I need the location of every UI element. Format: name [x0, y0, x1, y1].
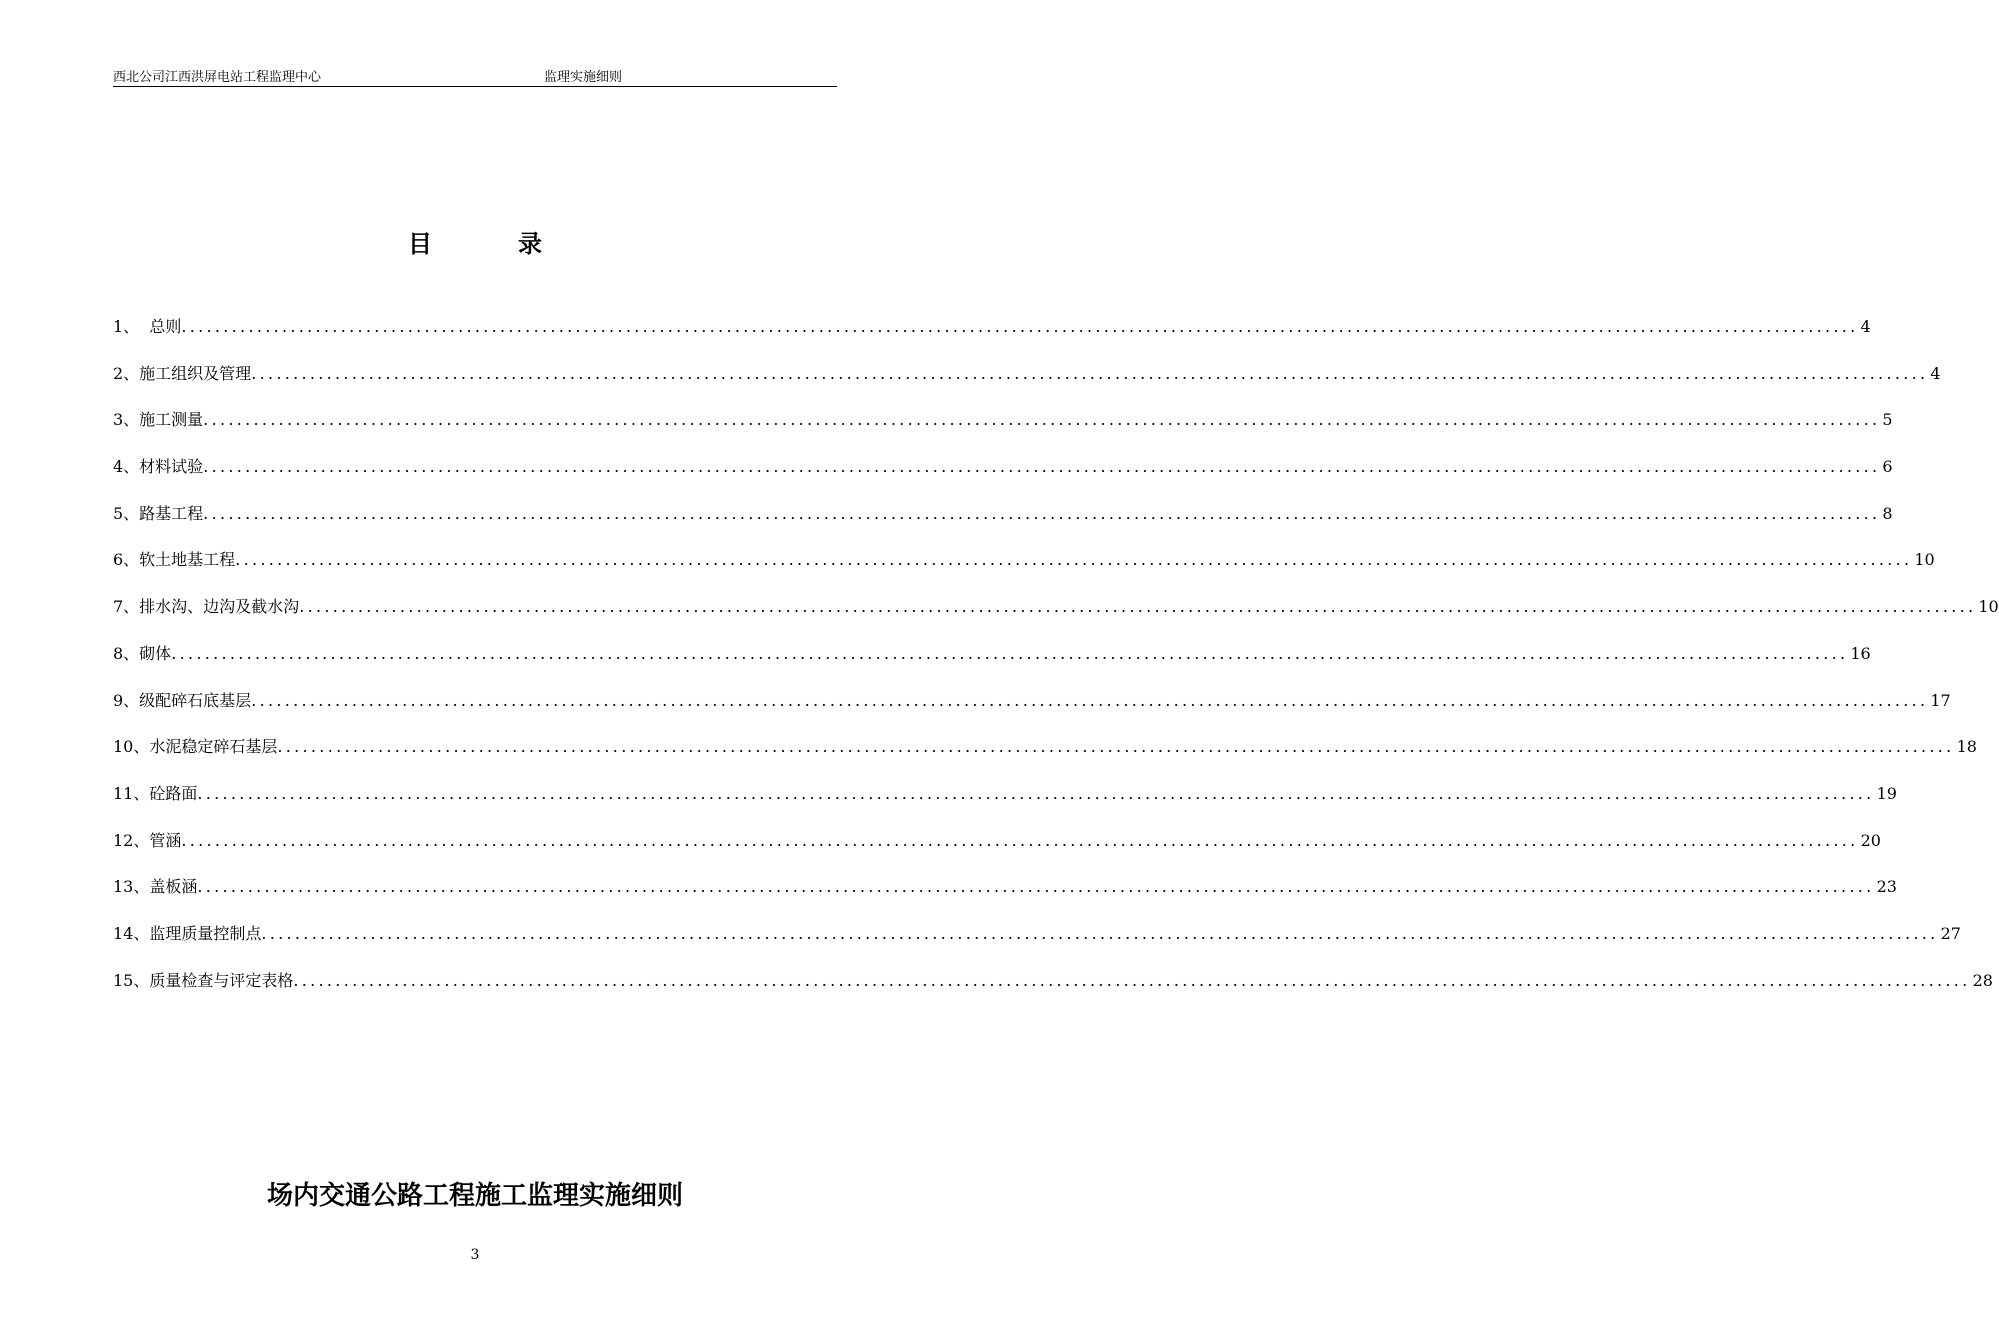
toc-leader-dots: ........................................................................................................................................................................................................ — [261, 923, 1939, 943]
toc-entry-label: 5、路基工程 — [113, 503, 204, 523]
header-document-type: 监理实施细则 — [544, 70, 623, 85]
toc-entry[interactable] — [113, 362, 1941, 409]
toc-entry[interactable] — [113, 548, 1935, 595]
toc-entry-page: 10 — [1914, 550, 1935, 570]
toc-entry-label: 9、级配碎石底基层 — [113, 690, 252, 710]
toc-entry-label: 10、水泥稳定碎石基层 — [113, 737, 278, 757]
toc-entry-page: 4 — [1930, 363, 1941, 383]
toc-entry-page: 20 — [1860, 830, 1881, 850]
toc-entry[interactable] — [113, 969, 1993, 1016]
toc-leader-dots: ........................................................................................................................................................................................................ — [235, 550, 1913, 570]
toc-entry-page: 5 — [1882, 410, 1893, 430]
toc-heading-left: 目 — [408, 229, 432, 258]
toc-entry[interactable] — [113, 922, 1961, 969]
toc-entry-label: 4、材料试验 — [113, 457, 204, 477]
toc-leader-dots: ........................................................................................................................................................................................................ — [197, 877, 1875, 897]
header-organization: 西北公司江西洪屏电站工程监理中心 — [113, 70, 322, 85]
toc-entry-label: 7、排水沟、边沟及截水沟 — [113, 597, 300, 617]
toc-leader-dots: ........................................................................................................................................................................................................ — [181, 317, 1859, 336]
toc-entry-label: 13、盖板涵 — [113, 877, 198, 897]
toc-entry-page: 17 — [1930, 690, 1951, 710]
toc-entry-page: 4 — [1860, 317, 1871, 336]
toc-entry[interactable] — [113, 782, 1897, 829]
toc-leader-dots: ........................................................................................................................................................................................................ — [293, 970, 1971, 990]
toc-entry-page: 27 — [1940, 923, 1961, 943]
toc-entry-label: 11、砼路面 — [113, 783, 198, 803]
toc-leader-dots: ........................................................................................................................................................................................................ — [171, 643, 1849, 663]
toc-heading — [0, 224, 950, 259]
table-of-contents — [113, 315, 1999, 1015]
toc-entry-label: 12、管涵 — [113, 830, 182, 850]
toc-leader-dots: ........................................................................................................................................................................................................ — [277, 737, 1955, 757]
toc-entry-label: 6、软土地基工程 — [113, 550, 236, 570]
toc-entry[interactable] — [113, 315, 1871, 362]
toc-entry[interactable] — [113, 502, 1893, 549]
toc-entry-page: 19 — [1876, 783, 1897, 803]
page-header — [113, 66, 837, 87]
toc-entry-page: 16 — [1850, 643, 1871, 663]
toc-entry-label: 14、监理质量控制点 — [113, 923, 262, 943]
toc-entry[interactable] — [113, 455, 1893, 502]
toc-entry-label: 1、 总则 — [113, 317, 182, 336]
toc-leader-dots: ........................................................................................................................................................................................................ — [299, 597, 1977, 617]
toc-entry[interactable] — [113, 408, 1893, 455]
toc-entry[interactable] — [113, 735, 1977, 782]
toc-leader-dots: ........................................................................................................................................................................................................ — [197, 783, 1875, 803]
page-number: 3 — [470, 1247, 480, 1263]
toc-entry[interactable] — [113, 642, 1871, 689]
toc-entry-label: 3、施工测量 — [113, 410, 204, 430]
document-title: 场内交通公路工程施工监理实施细则 — [266, 1181, 683, 1211]
toc-entry[interactable] — [113, 875, 1897, 922]
toc-leader-dots: ........................................................................................................................................................................................................ — [181, 830, 1859, 850]
toc-entry-page: 8 — [1882, 503, 1893, 523]
toc-leader-dots: ........................................................................................................................................................................................................ — [251, 363, 1929, 383]
toc-entry-page: 10 — [1978, 597, 1999, 617]
toc-entry[interactable] — [113, 829, 1881, 876]
toc-entry-page: 28 — [1972, 970, 1993, 990]
toc-leader-dots: ........................................................................................................................................................................................................ — [251, 690, 1929, 710]
toc-leader-dots: ........................................................................................................................................................................................................ — [203, 457, 1881, 477]
toc-heading-right: 录 — [518, 229, 542, 258]
toc-entry-label: 15、质量检查与评定表格 — [113, 970, 294, 990]
toc-leader-dots: ........................................................................................................................................................................................................ — [203, 503, 1881, 523]
toc-entry-label: 8、砌体 — [113, 643, 172, 663]
toc-entry[interactable] — [113, 595, 1999, 642]
toc-entry-page: 23 — [1876, 877, 1897, 897]
toc-entry-page: 18 — [1956, 737, 1977, 757]
toc-leader-dots: ........................................................................................................................................................................................................ — [203, 410, 1881, 430]
toc-entry-label: 2、施工组织及管理 — [113, 363, 252, 383]
toc-entry-page: 6 — [1882, 457, 1893, 477]
toc-entry[interactable] — [113, 689, 1951, 736]
